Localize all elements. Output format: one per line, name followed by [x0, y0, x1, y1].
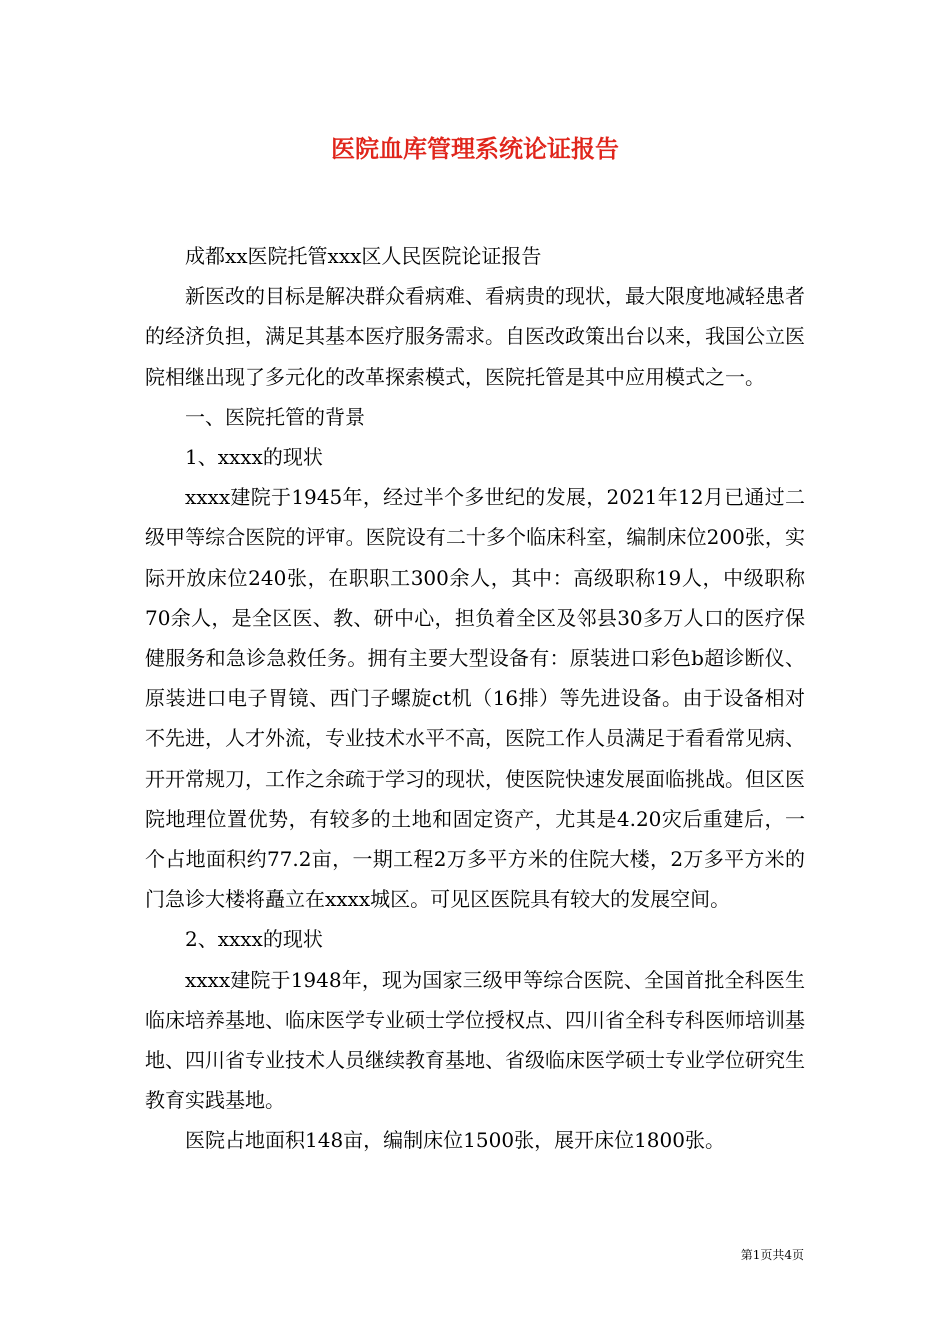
paragraph-subtitle: 成都xx医院托管xxx区人民医院论证报告	[185, 244, 542, 268]
section-heading-background: 一、医院托管的背景	[185, 404, 365, 429]
subsection-heading-2: 2、xxxx的现状	[185, 927, 323, 952]
paragraph-intro: 新医改的目标是解决群众看病难、看病贵的现状，最大限度地减轻患者的经济负担，满足其基本医疗服务需求。自医改政策出台以来，我国公立医院相继出现了多元化的改革探索模式，医院托管是其中应用模式之一。	[145, 284, 805, 389]
page-number: 第1页共4页	[740, 1248, 804, 1262]
subsection-heading-1: 1、xxxx的现状	[185, 445, 323, 470]
paragraph-hospital-area: 医院占地面积148亩，编制床位1500张，展开床位1800张。	[185, 1128, 725, 1153]
page-title: 医院血库管理系统论证报告	[331, 134, 619, 163]
paragraph-status-1: xxxx建院于1945年，经过半个多世纪的发展，2021年12月已通过二级甲等综合医院的评审。医院设有二十多个临床科室，编制床位200张，实际开放床位240张，在职职工300余人，其中：高级职称19人，中级职称70余人，是全区医、教、研中心，担负着全区及邻县30多万人口的医疗保健服务和急诊急救任务。拥有主要大型设备有：原装进口彩色b超诊断仪、原装进口电子胃镜、西门子螺旋ct机（16排）等先进设备。由于设备相对不先进，人才外流，专业技术水平不高，医院工作人员满足于看看常见病、开开常规刀，工作之余疏于学习的现状，使医院快速发展面临挑战。但区医院地理位置优势，有较多的土地和固定资产，尤其是4.20灾后重建后，一个占地面积约77.2亩，一期工程2万多平方米的住院大楼，2万多平方米的门急诊大楼将矗立在xxxx城区。可见区医院具有较大的发展空间。	[145, 485, 805, 912]
paragraph-status-2: xxxx建院于1948年，现为国家三级甲等综合医院、全国首批全科医生临床培养基地、临床医学专业硕士学位授权点、四川省全科专科医师培训基地、四川省专业技术人员继续教育基地、省级临床医学硕士专业学位研究生教育实践基地。	[145, 967, 805, 1113]
document-body	[145, 236, 805, 1161]
